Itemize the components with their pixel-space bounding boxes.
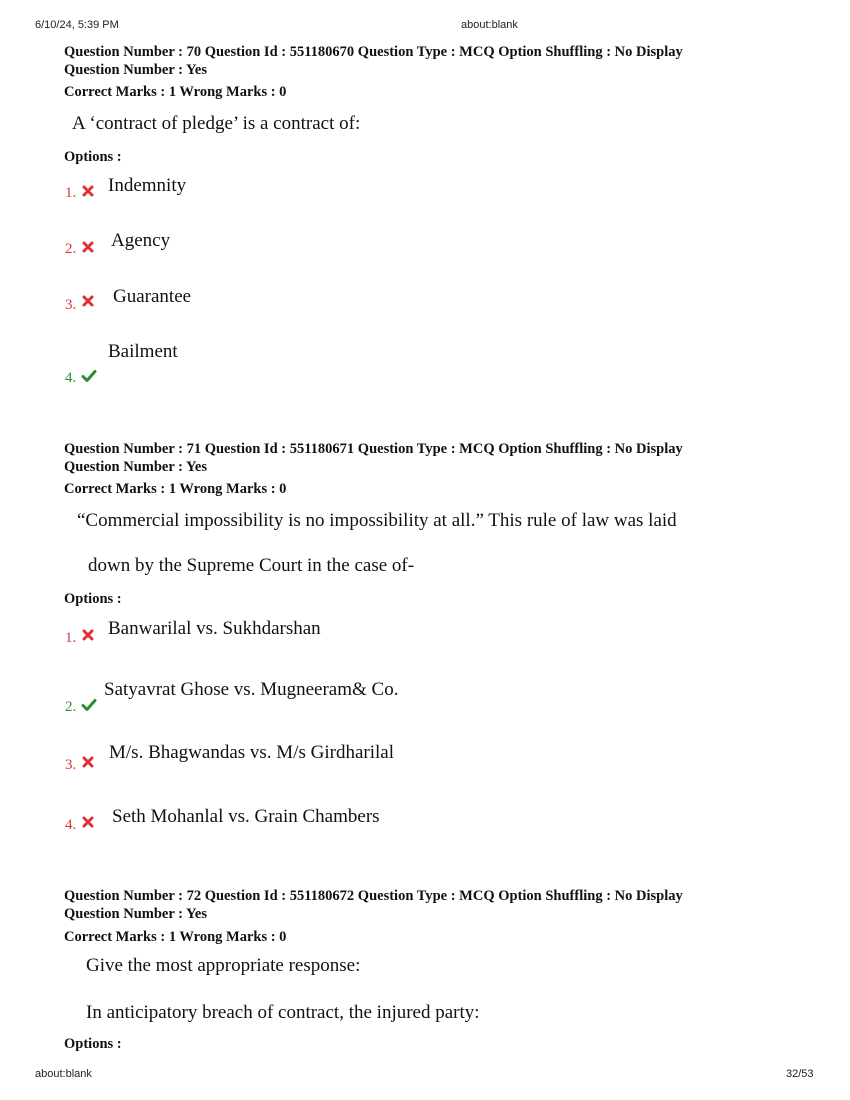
print-page-count: 32/53 [786,1068,814,1080]
option-number: 2. [65,241,77,257]
cross-icon [81,184,95,198]
question-text: A ‘contract of pledge’ is a contract of: [72,113,361,134]
question-meta-line2: Question Number : Yes [64,459,207,475]
option-text: Guarantee [113,286,192,307]
question-text-line2: down by the Supreme Court in the case of- [88,555,415,576]
cross-icon [81,240,95,254]
options-label: Options : [64,1036,122,1052]
options-label: Options : [64,591,122,607]
option-text: Banwarilal vs. Sukhdarshan [108,618,321,639]
question-text-line1: Give the most appropriate response: [86,955,361,976]
option-text: Agency [111,230,171,251]
option-number: 1. [65,630,77,646]
cross-icon [81,815,95,829]
print-footer-url: about:blank [35,1068,92,1080]
option-text: Indemnity [108,175,187,196]
question-meta-line1: Question Number : 70 Question Id : 551180670 Question Type : MCQ Option Shuffling : No Display [64,44,683,60]
cross-icon [81,755,95,769]
question-marks: Correct Marks : 1 Wrong Marks : 0 [64,929,287,945]
cross-icon [81,294,95,308]
option-number: 2. [65,699,77,715]
question-meta-line1: Question Number : 72 Question Id : 551180672 Question Type : MCQ Option Shuffling : No Display [64,888,683,904]
option-text: M/s. Bhagwandas vs. M/s Girdharilal [109,742,394,763]
print-datetime: 6/10/24, 5:39 PM [35,19,119,31]
check-icon [81,697,97,713]
question-marks: Correct Marks : 1 Wrong Marks : 0 [64,481,287,497]
option-number: 3. [65,757,77,773]
option-number: 1. [65,185,77,201]
option-number: 3. [65,297,77,313]
option-number: 4. [65,817,77,833]
question-meta-line2: Question Number : Yes [64,62,207,78]
question-text-line1: “Commercial impossibility is no impossibility at all.” This rule of law was laid [77,510,677,531]
cross-icon [81,628,95,642]
question-meta-line2: Question Number : Yes [64,906,207,922]
option-text: Seth Mohanlal vs. Grain Chambers [112,806,380,827]
option-text: Bailment [108,341,178,362]
option-text: Satyavrat Ghose vs. Mugneeram& Co. [104,679,399,700]
question-meta-line1: Question Number : 71 Question Id : 551180671 Question Type : MCQ Option Shuffling : No Display [64,441,683,457]
question-marks: Correct Marks : 1 Wrong Marks : 0 [64,84,287,100]
question-text-line2: In anticipatory breach of contract, the injured party: [86,1002,480,1023]
option-number: 4. [65,370,77,386]
print-title: about:blank [461,19,518,31]
check-icon [81,368,97,384]
options-label: Options : [64,149,122,165]
